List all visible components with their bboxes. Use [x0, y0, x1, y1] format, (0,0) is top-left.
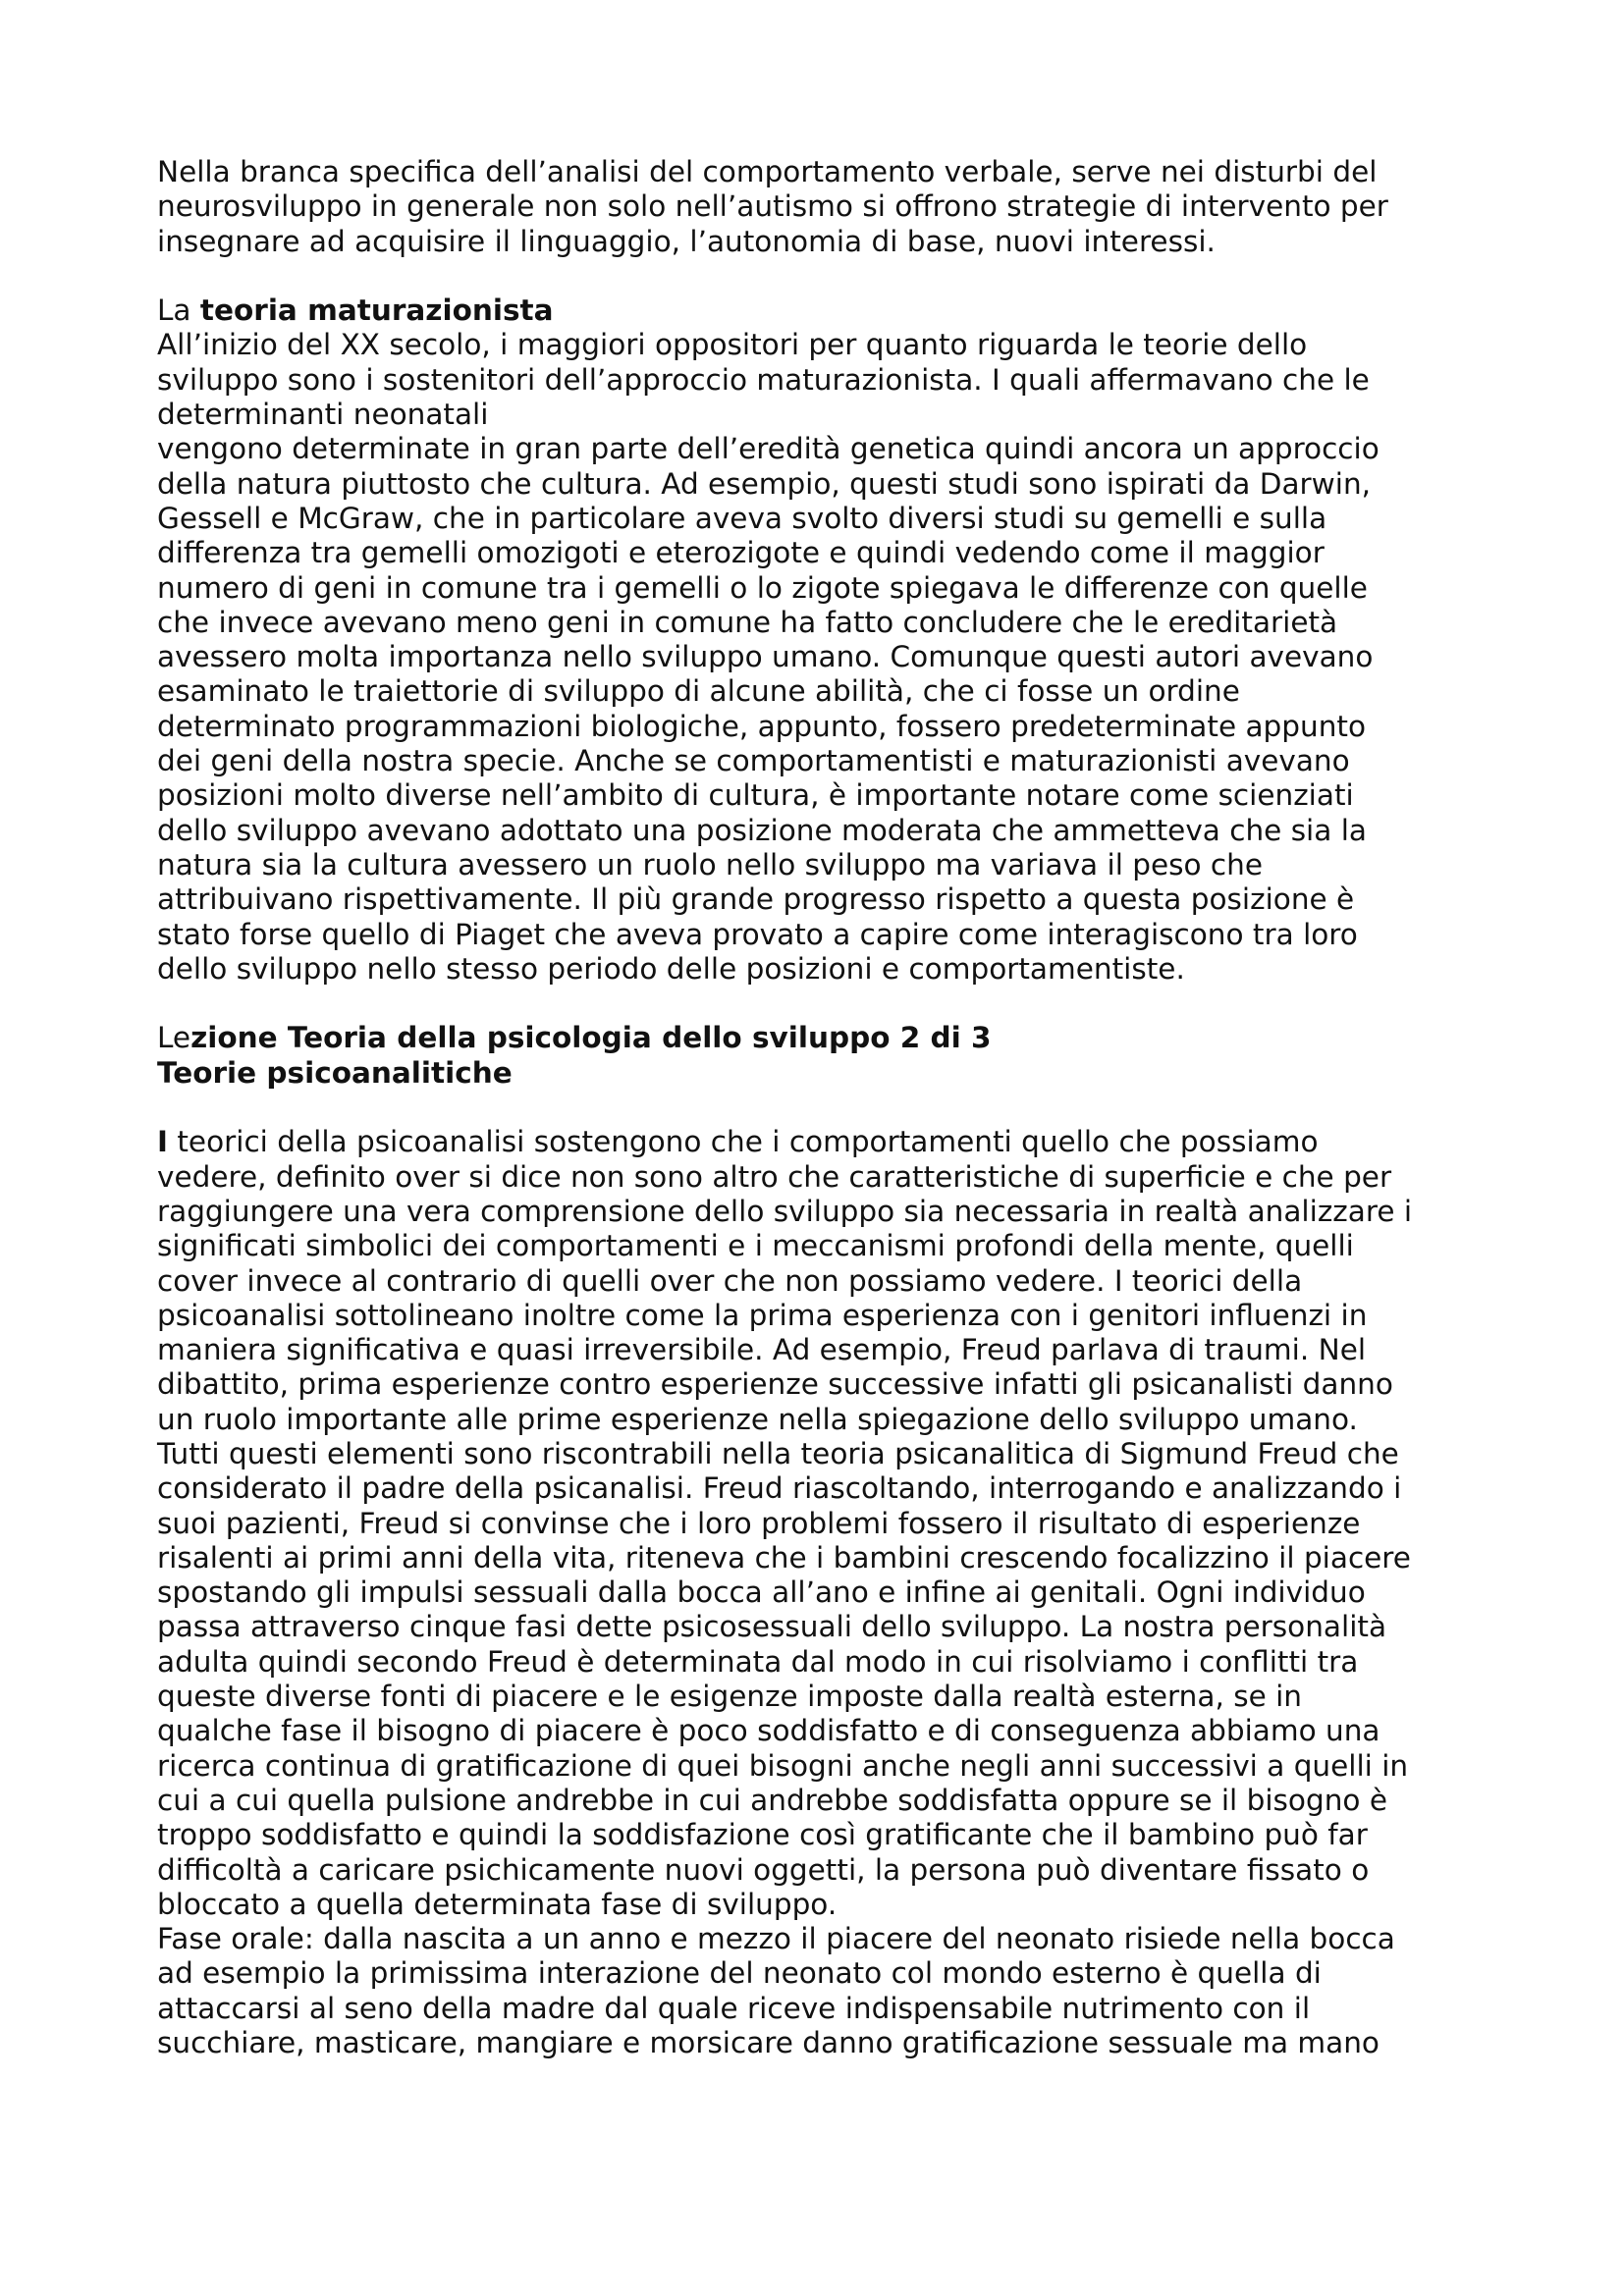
- text-line: succhiare, masticare, mangiare e morsicare danno gratificazione sessuale ma mano: [157, 2026, 1380, 2060]
- text-line: dello sviluppo nello stesso periodo delle posizioni e comportamentiste.: [157, 951, 1185, 986]
- text-line: considerato il padre della psicanalisi. Freud riascoltando, interrogando e analizzando i: [157, 1471, 1402, 1506]
- text-line: numero di geni in comune tra i gemelli o lo zigote spiegava le differenze con quelle: [157, 570, 1368, 605]
- text-line: Fase orale: dalla nascita a un anno e mezzo il piacere del neonato risiede nella bocca: [157, 1922, 1395, 1956]
- text-line: che invece avevano meno geni in comune ha fatto concludere che le ereditarietà: [157, 605, 1338, 639]
- text-line: dei geni della nostra specie. Anche se comportamentisti e maturazionisti avevano: [157, 744, 1350, 778]
- text-line: dibattito, prima esperienze contro esperienze successive infatti gli psicanalisti danno: [157, 1367, 1393, 1402]
- heading-line: [157, 294, 1478, 328]
- text-line: determinanti neonatali: [157, 398, 489, 432]
- text-line: dello sviluppo avevano adottato una posizione moderata che ammetteva che sia la: [157, 813, 1367, 847]
- text-line: esaminato le traiettorie di sviluppo di alcune abilità, che ci fosse un ordine: [157, 674, 1240, 709]
- text-line: neurosviluppo in generale non solo nell’autismo si offrono strategie di intervento per: [157, 189, 1388, 224]
- text-line: insegnare ad acquisire il linguaggio, l’autonomia di base, nuovi interessi.: [157, 224, 1216, 258]
- text-line: Gessell e McGraw, che in particolare aveva svolto diversi studi su gemelli e sulla: [157, 501, 1327, 535]
- text-line: Tutti questi elementi sono riscontrabili nella teoria psicanalitica di Sigmund Freud che: [157, 1436, 1399, 1470]
- text-line: posizioni molto diverse nell’ambito di cultura, è importante notare come scienziati: [157, 778, 1354, 813]
- text-line: qualche fase il bisogno di piacere è poco soddisfatto e di conseguenza abbiamo una: [157, 1714, 1380, 1748]
- text-line: spostando gli impulsi sessuali dalla bocca all’ano e infine ai genitali. Ogni individuo: [157, 1575, 1366, 1610]
- text-line: maniera significativa e quasi irreversibile. Ad esempio, Freud parlava di traumi. Nel: [157, 1333, 1367, 1367]
- text-line: della natura piuttosto che cultura. Ad esempio, questi studi sono ispirati da Darwin,: [157, 466, 1372, 501]
- text-line: stato forse quello di Piaget che aveva provato a capire come interagiscono tra loro: [157, 917, 1358, 951]
- text-line: queste diverse fonti di piacere e le esigenze imposte dalla realtà esterna, se in: [157, 1680, 1302, 1714]
- heading-lezione: [157, 1021, 1478, 1055]
- heading-bold-text: Teorie psicoanalitiche: [157, 1055, 513, 1090]
- text-line: un ruolo importante alle prime esperienze nella spiegazione dello sviluppo umano.: [157, 1402, 1358, 1436]
- document-page: [157, 155, 1478, 2060]
- paragraph-spacer: [157, 1091, 1478, 1125]
- text-line: [157, 1125, 1478, 1159]
- heading-prefix: La: [157, 294, 200, 328]
- text-line: suoi pazienti, Freud si convinse che i loro problemi fossero il risultato di esperienze: [157, 1506, 1361, 1540]
- text-line: attribuivano rispettivamente. Il più grande progresso rispetto a questa posizione è: [157, 882, 1355, 917]
- text-line: cui a cui quella pulsione andrebbe in cui andrebbe soddisfatta oppure se il bisogno è: [157, 1783, 1387, 1817]
- text-line: difficoltà a caricare psichicamente nuovi oggetti, la persona può diventare fissato o: [157, 1852, 1370, 1887]
- paragraph-spacer: [157, 259, 1478, 294]
- text-line: troppo soddisfatto e quindi la soddisfazione così gratificante che il bambino può far: [157, 1818, 1368, 1852]
- text-line: attaccarsi al seno della madre dal quale riceve indispensabile nutrimento con il: [157, 1991, 1311, 2025]
- heading-line: [157, 1021, 1478, 1055]
- text-line: raggiungere una vera comprensione dello sviluppo sia necessaria in realtà analizzare i: [157, 1194, 1413, 1228]
- text-line: significati simbolici dei comportamenti e i meccanismi profondi della mente, quelli: [157, 1229, 1354, 1263]
- heading-prefix: Le: [157, 1021, 191, 1055]
- text-line: All’inizio del XX secolo, i maggiori oppositori per quanto riguarda le teorie dello: [157, 328, 1308, 362]
- heading-bold-text: zione Teoria della psicologia dello sviluppo 2 di 3: [190, 1021, 992, 1055]
- text-line: passa attraverso cinque fasi dette psicosessuali dello sviluppo. La nostra personalità: [157, 1610, 1387, 1644]
- text-line: differenza tra gemelli omozigoti e eterozigote e quindi vedendo come il maggior: [157, 536, 1325, 570]
- text-line: ad esempio la primissima interazione del neonato col mondo esterno è quella di: [157, 1956, 1322, 1991]
- text-line: natura sia la cultura avessero un ruolo nello sviluppo ma variava il peso che: [157, 847, 1263, 881]
- heading-teorie-psicoanalitiche: [157, 1056, 1478, 1091]
- paragraph-maturazionista: [157, 328, 1478, 987]
- text-line: adulta quindi secondo Freud è determinata dal modo in cui risolviamo i conflitti tra: [157, 1644, 1359, 1679]
- text-line: vedere, definito over si dice non sono altro che caratteristiche di superficie e che per: [157, 1159, 1392, 1194]
- heading-teoria-maturazionista: [157, 294, 1478, 328]
- text-line: psicoanalisi sottolineano inoltre come la prima esperienza con i genitori influenzi in: [157, 1298, 1368, 1332]
- text-line: ricerca continua di gratificazione di quei bisogni anche negli anni successivi a quelli in: [157, 1748, 1409, 1783]
- text-line: sviluppo sono i sostenitori dell’approccio maturazionista. I quali affermavano che le: [157, 362, 1370, 397]
- paragraph-spacer: [157, 987, 1478, 1021]
- text-line: vengono determinate in gran parte dell’eredità genetica quindi ancora un approccio: [157, 432, 1380, 466]
- text-line: determinato programmazioni biologiche, appunto, fossero predeterminate appunto: [157, 709, 1367, 743]
- line-rest: teorici della psicoanalisi sostengono che i comportamenti quello che possiamo: [167, 1125, 1319, 1159]
- text-line: bloccato a quella determinata fase di sviluppo.: [157, 1887, 838, 1921]
- heading-bold-text: teoria maturazionista: [199, 294, 554, 328]
- text-line: cover invece al contrario di quelli over che non possiamo vedere. I teorici della: [157, 1263, 1303, 1298]
- bold-initial: I: [157, 1125, 168, 1159]
- paragraph-intro: [157, 155, 1478, 259]
- text-line: avessero molta importanza nello sviluppo umano. Comunque questi autori avevano: [157, 640, 1374, 674]
- text-line: risalenti ai primi anni della vita, riteneva che i bambini crescendo focalizzino il piacere: [157, 1540, 1411, 1575]
- paragraph-psicoanalisi: [157, 1125, 1478, 2060]
- text-line: Nella branca specifica dell’analisi del comportamento verbale, serve nei disturbi del: [157, 155, 1378, 188]
